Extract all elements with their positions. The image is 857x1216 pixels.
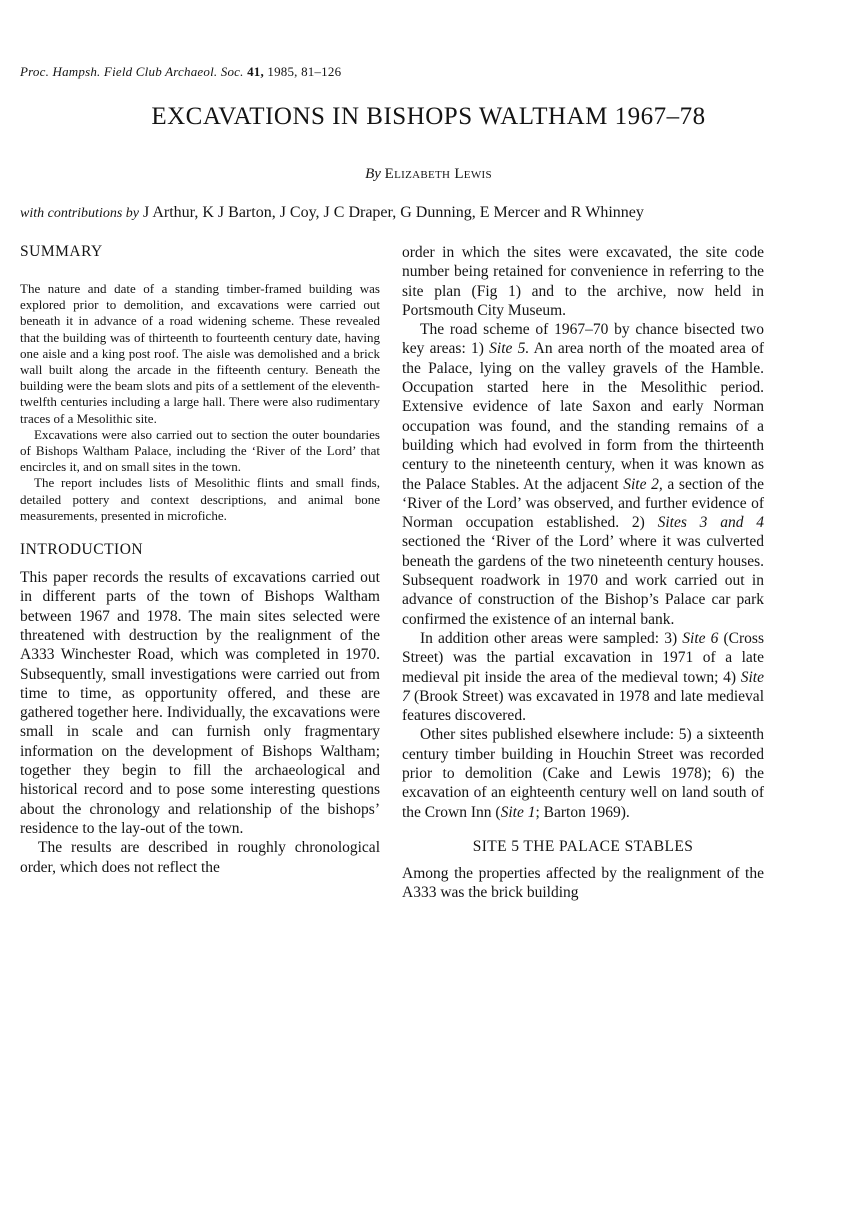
text-run: ; Barton 1969). [535, 803, 630, 821]
introduction-heading: INTRODUCTION [20, 541, 144, 559]
text-run: The road scheme of 1967–70 by chance bisected two key areas: 1) [402, 321, 764, 358]
text-run: In addition other areas were sampled: 3) [420, 629, 683, 647]
body-paragraph: order in which the sites were excavated, the site code number being retained for convenience in referring to the site plan (Fig 1) and to the archive, now held in Portsmouth City Museum. [402, 244, 764, 319]
text-run: An area north of the moated area of the Palace, lying on the valley gravels of the Hamble. Occupation started here in the Mesolithic period. Extensive evidence of late Saxon and early Norman occupation was found, and the standing remains of a building which had evolved in form from the thirteenth century to the nineteenth century, when it was known as the Palace Stables. At the adjacent [402, 340, 764, 493]
journal-year-pages: 1985, 81–126 [267, 64, 342, 79]
summary-paragraph: The report includes lists of Mesolithic flints and small finds, detailed pottery and context descriptions, and animal bone measurements, presented in microfiche. [20, 475, 380, 523]
summary-paragraph: Excavations were also carried out to section the outer boundaries of Bishops Waltham Palace, including the ‘River of the Lord’ that encircles it, and on small sites in the town. [20, 426, 380, 475]
article-title: EXCAVATIONS IN BISHOPS WALTHAM 1967–78 [151, 103, 706, 130]
site-reference: Site 7 [402, 668, 764, 705]
introduction-section [20, 541, 380, 877]
text-run: a section of the ‘River of the Lord’ was observed, and further evidence of Norman occupation established. 2) [402, 475, 764, 532]
contributors [20, 204, 644, 222]
site-reference: Site 6 [682, 629, 719, 647]
author-name: Elizabeth Lewis [384, 166, 492, 182]
summary-paragraph: The nature and date of a standing timber-framed building was explored prior to demolition, and excavations were carried out beneath it in advance of a road widening scheme. These revealed that the building was of thirteenth to fourteenth century date, having one aisle and a king post roof. The aisle was demolished and a brick wall built along the arcade in the fifteenth century. Beneath the building were the beam slots and pits of a settlement of the eleventh-twelfth centuries including a large hall. There were also rudimentary traces of a Mesolithic site. [20, 281, 380, 426]
body-paragraph: Among the properties affected by the realignment of the A333 was the brick building [402, 864, 764, 902]
site-reference: Site 1 [500, 803, 536, 821]
summary-heading: SUMMARY [20, 243, 103, 260]
text-run: (Cross Street) was the partial excavation in 1971 of a late medieval pit inside the area of the medieval town; 4) [402, 629, 764, 686]
left-column [20, 243, 380, 877]
journal-citation [20, 64, 341, 80]
introduction-paragraph: This paper records the results of excavations carried out in different parts of the town of Bishops Waltham between 1967 and 1978. The main sites selected were threatened with destruction by the realignment of the A333 Winchester Road, which was completed in 1970. Subsequently, small investigations were carried out from time to time, as opportunity offered, and these are gathered together here. Individually, the excavations were small in scale and can furnish only fragmentary information on the development of Bishops Waltham; together they begin to fill the archaeological and historical record and to pose some interesting questions about the chronology and relationship of the bishops’ residence to the lay-out of the town. [20, 569, 380, 837]
site5-heading: SITE 5 THE PALACE STABLES [472, 837, 694, 855]
journal-volume: 41, [247, 64, 264, 79]
body-paragraph [402, 629, 764, 725]
contributors-names: J Arthur, K J Barton, J Coy, J C Draper, G Dunning, E Mercer and R Whinney [143, 204, 644, 221]
right-column-body [402, 243, 764, 903]
site-reference: Site 5. [489, 340, 530, 358]
text-run: sectioned the ‘River of the Lord’ where it was culverted beneath the gardens of the two nineteenth century houses. Subsequent roadwork in 1970 and work carried out in advance of construction of the Bishop’s Palace car park confirmed the existence of an internal bank. [402, 533, 764, 628]
byline-by: By [365, 166, 381, 182]
body-paragraph [402, 320, 764, 629]
text-run: Other sites published elsewhere include: 5) a sixteenth century timber building in Houchin Street was recorded prior to demolition (Cake and Lewis 1978); 6) the excavation of an eighteenth century well on land south of the Crown Inn ( [402, 726, 764, 821]
right-column [402, 243, 764, 903]
site-reference: Site 2, [623, 475, 663, 493]
summary-section [20, 243, 380, 524]
body-paragraph [402, 725, 764, 821]
contributors-lead: with contributions by [20, 206, 139, 221]
journal-name: Proc. Hampsh. Field Club Archaeol. Soc. [20, 64, 244, 79]
site-reference: Sites 3 and 4 [657, 514, 764, 532]
text-run: (Brook Street) was excavated in 1978 and late medieval features discovered. [402, 687, 764, 725]
byline [0, 166, 857, 183]
introduction-paragraph: The results are described in roughly chronological order, which does not reflect the [20, 839, 380, 876]
